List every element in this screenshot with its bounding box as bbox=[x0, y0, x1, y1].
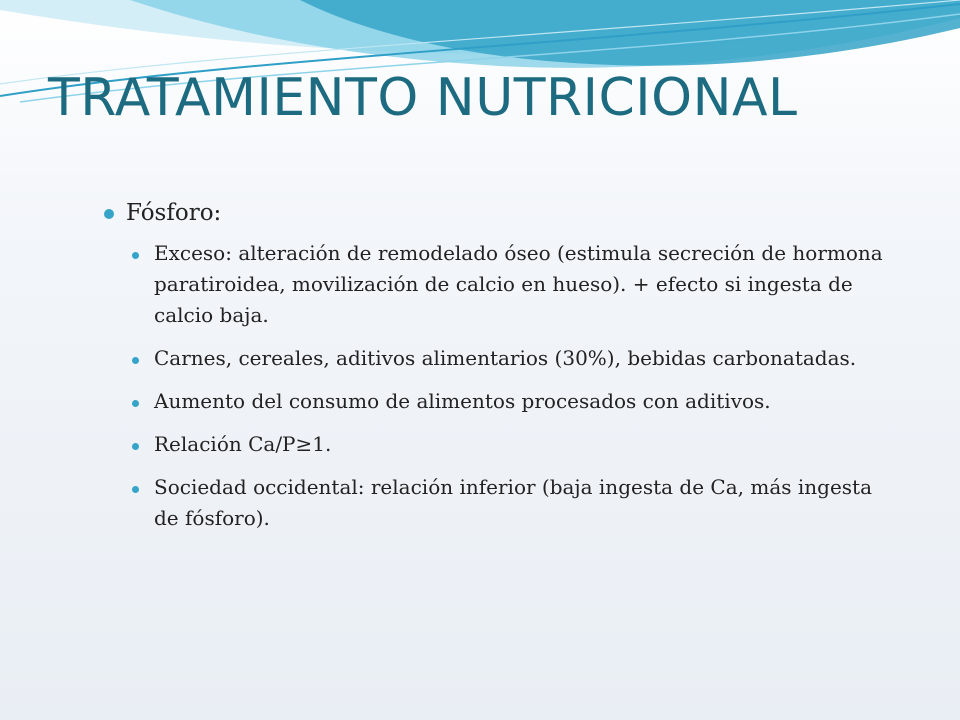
sub-bullet-dot-icon bbox=[132, 400, 139, 407]
sub-bullet-dot-icon bbox=[132, 443, 139, 450]
sub-bullet-item bbox=[132, 238, 894, 331]
sub-bullet-dot-icon bbox=[132, 357, 139, 364]
sub-bullet-dot-icon bbox=[132, 252, 139, 259]
bullet-dot-icon bbox=[104, 209, 114, 219]
sub-bullet-text: Carnes, cereales, aditivos alimentarios (30%), bebidas carbonatadas. bbox=[154, 346, 857, 370]
heading-text: Fósforo: bbox=[126, 200, 222, 226]
bullet-heading bbox=[104, 196, 904, 230]
sub-bullet-item bbox=[132, 472, 894, 534]
sub-bullet-item bbox=[132, 386, 894, 417]
slide-title: TRATAMIENTO NUTRICIONAL bbox=[48, 68, 798, 128]
sub-bullet-item bbox=[132, 429, 894, 460]
slide-content bbox=[104, 196, 904, 546]
sub-bullet-text: Exceso: alteración de remodelado óseo (estimula secreción de hormona paratiroidea, movilización de calcio en hueso). + efecto si ingesta de calcio baja. bbox=[154, 241, 883, 327]
sub-bullet-text: Sociedad occidental: relación inferior (baja ingesta de Ca, más ingesta de fósforo). bbox=[154, 475, 872, 530]
sub-bullet-text: Relación Ca/P≥1. bbox=[154, 432, 332, 456]
sub-bullet-dot-icon bbox=[132, 486, 139, 493]
sub-bullet-item bbox=[132, 343, 894, 374]
sub-bullet-list bbox=[104, 238, 904, 534]
sub-bullet-text: Aumento del consumo de alimentos procesados con aditivos. bbox=[154, 389, 771, 413]
